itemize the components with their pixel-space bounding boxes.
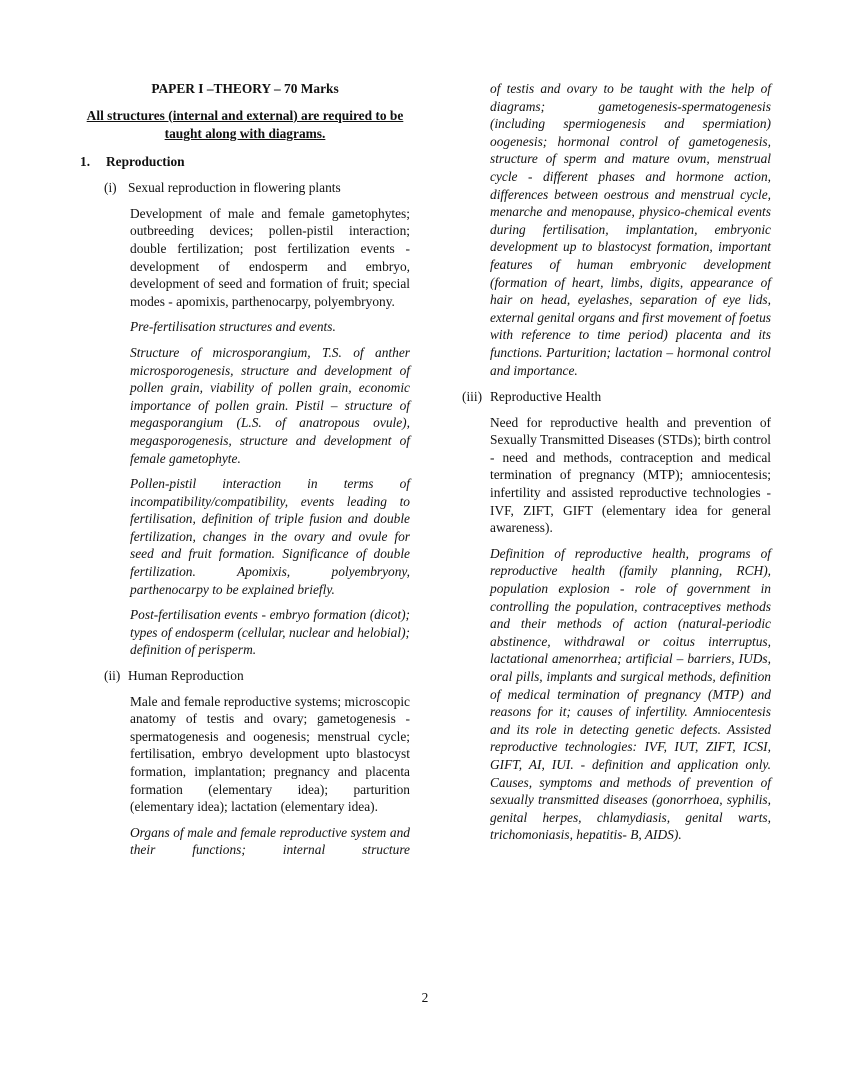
section-number: 1. <box>80 153 91 169</box>
paper-heading: PAPER I –THEORY – 70 Marks <box>151 81 339 96</box>
subsection-health-title <box>462 388 771 406</box>
subsection-title: Sexual reproduction in flowering plants <box>128 180 341 196</box>
paragraph: Pollen-pistil interaction in terms of incompatibility/compatibility, events leading to fertilisation, definition of triple fusion and double fertilization, changes in the ovary and ovule for seed and fruit formation. Significance of double fertilization. Apomixis, polyembryony, parthenocarpy to be explained briefly. <box>130 476 410 597</box>
paragraph: Need for reproductive health and prevention of Sexually Transmitted Diseases (STDs); birth control - need and methods, contraception and medical termination of pregnancy (MTP); amniocentesis; infertility and assisted reproductive technologies - IVF, ZIFT, GIFT (elementary idea for general awareness). <box>490 414 771 536</box>
paragraph: Male and female reproductive systems; microscopic anatomy of testis and ovary; gametogenesis - spermatogenesis and oogenesis; menstrual cycle; fertilisation, embryo development upto blastocyst formation, implantation; pregnancy and placenta formation (elementary idea); parturition (elementary idea); lactation (elementary idea). <box>130 693 410 815</box>
paragraph: of testis and ovary to be taught with the help of diagrams; gametogenesis-spermatogenesis (including spermiogenesis and spermiation) oogenesis; hormonal control of gametogenesis, structure of sperm and mature ovum, menstrual cycle - different phases and hormone action, differences between oestrous and menstrual cycle, menarche and menopause, physico-chemical events during fertilisation, implantation, embryonic development up to blastocyst formation, important features of human embryonic development (formation of heart, limbs, digits, appearance of hair on head, eyelashes, separation of eye lids, external genital organs and first movement of foetus with reference to time period) placenta and its functions. Parturition; lactation – hormonal control and importance. <box>490 81 771 378</box>
subsection-number: (ii) <box>104 668 121 684</box>
subsection-plants-title <box>104 179 410 197</box>
subsection-title: Reproductive Health <box>490 389 602 405</box>
paragraph: Structure of microsporangium, T.S. of anther microsporogenesis, structure and development of pollen grain, viability of pollen grain, economic importance of pollen grain. Pistil – structure of megasporangium (L.S. of anatropous ovule), megasporogenesis, structure and development of female gametophyte. <box>130 344 410 466</box>
right-column <box>462 80 771 852</box>
section-title: Reproduction <box>106 153 185 169</box>
subsection-number: (i) <box>104 180 117 196</box>
paragraph: Organs of male and female reproductive system and their functions; internal structure <box>130 824 410 858</box>
diagram-requirement-note: All structures (internal and external) are required to be taught along with diagrams. <box>86 107 404 141</box>
subsection-human-title <box>104 667 410 685</box>
paragraph: Post-fertilisation events - embryo formation (dicot); types of endosperm (cellular, nuclear and helobial); definition of perisperm. <box>130 607 410 658</box>
paragraph: Pre-fertilisation structures and events. <box>130 319 336 335</box>
subsection-number: (iii) <box>462 389 483 405</box>
section-reproduction-title <box>80 153 410 171</box>
subsection-title: Human Reproduction <box>128 668 244 684</box>
paragraph: Definition of reproductive health, programs of reproductive health (family planning, RCH), population explosion - role of government in controlling the population, contraceptives methods and their methods of action (natural-periodic abstinence, withdrawal or coitus interruptus, lactational amenorrhea; artificial – barriers, IUDs, oral pills, implants and surgical methods, definition of medical termination of pregnancy (MTP) and reasons for it; causes of infertility. Amniocentesis and its role in detecting genetic defects. Assisted reproductive technologies: IVF, IUT, ZIFT, ICSI, GIFT, AI, IUI. - definition and application only. Causes, symptoms and methods of prevention of sexually transmitted diseases (gonorrhoea, syphilis, genital herpes, chlamydiasis, genital warts, trichomoniasis, hepatitis- B, AIDS). <box>490 545 771 843</box>
page-number: 2 <box>421 990 429 1005</box>
left-column <box>80 80 410 867</box>
paragraph: Development of male and female gametophytes; outbreeding devices; pollen-pistil interaction; double fertilization; post fertilization events - development of endosperm and embryo, development of seed and formation of fruit; special modes - apomixis, parthenocarpy, polyembryony. <box>130 205 410 309</box>
